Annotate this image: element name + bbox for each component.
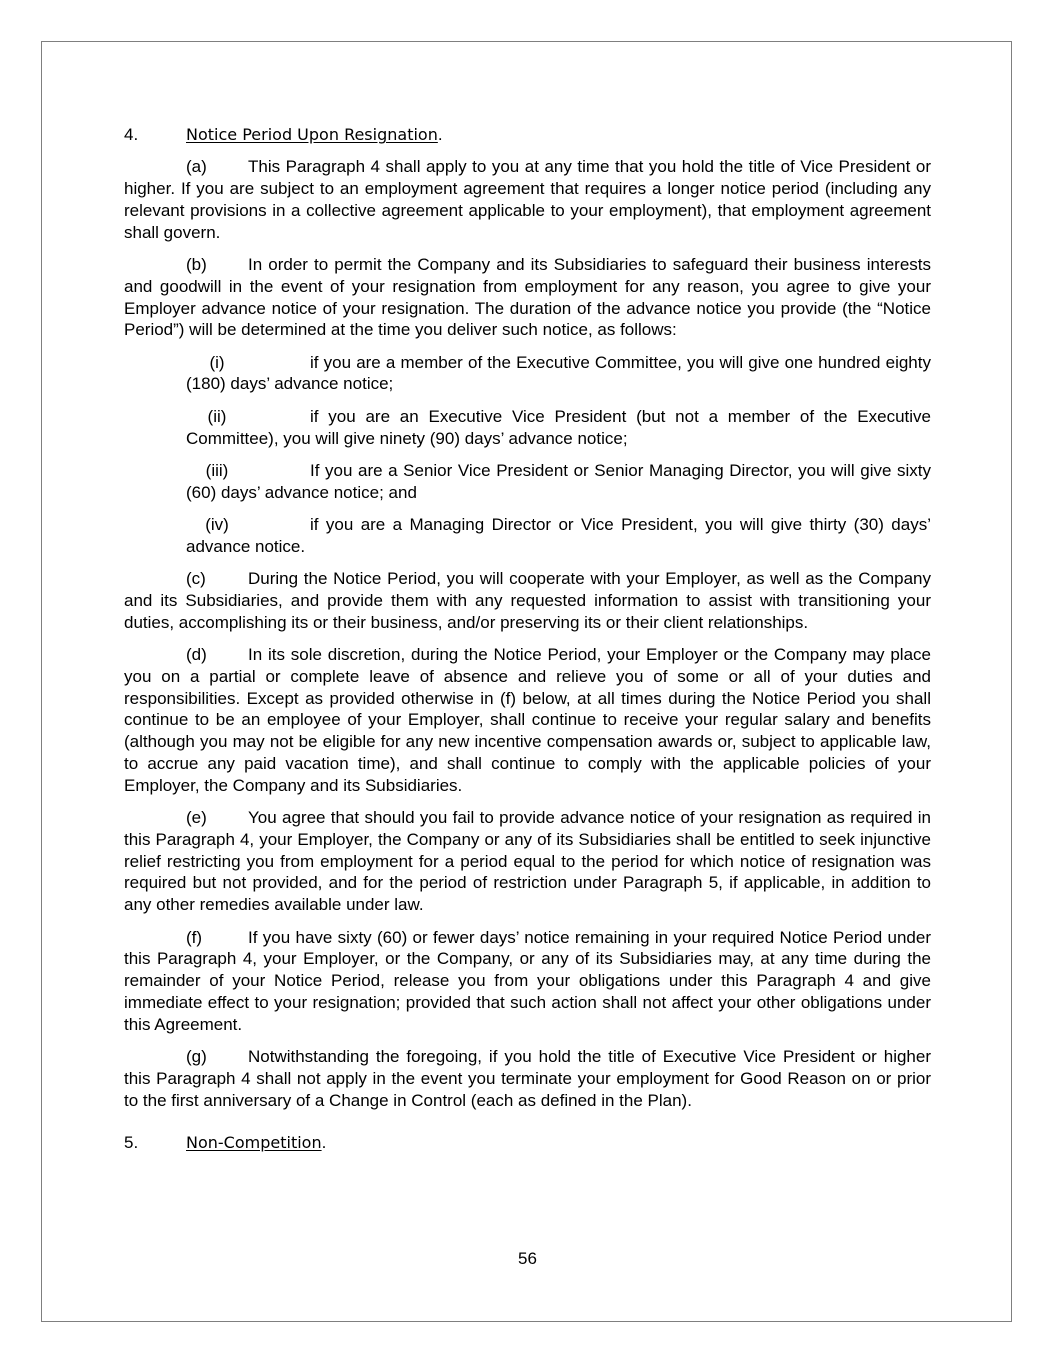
section-number: 5. [124,1133,139,1153]
paragraph-e [124,807,931,916]
subparagraph-text: if you are an Executive Vice President (but not a member of the Executive Committee), you will give ninety (90) days’ advance notice; [186,406,931,448]
subparagraph-iv [186,514,931,558]
paragraph-g [124,1046,931,1111]
section-title-period: . [437,125,443,144]
page-number: 56 [518,1249,537,1268]
paragraph-text: In its sole discretion, during the Notice Period, your Employer or the Company may place you on a partial or complete leave of absence and relieve you of some or all of your duties and responsibilities. Except as provided otherwise in (f) below, at all times during the Notice Period you shall continue to be an employee of your Employer, shall continue to receive your regular salary and benefits (although you may not be eligible for any new incentive compensation awards or, subject to applicable law, to accrue any paid vacation time), and shall continue to comply with the applicable policies of your Employer, the Company and its Subsidiaries. [124,644,931,795]
paragraph-label: (a) [186,157,207,177]
section-number: 4. [124,125,139,144]
paragraph-label: (e) [186,808,207,828]
subparagraph-i [186,352,931,396]
section-title: Non-Competition [186,1133,322,1153]
paragraph-label: (c) [186,569,206,589]
paragraph-text: During the Notice Period, you will cooperate with your Employer, as well as the Company and its Subsidiaries, and provide them with any requested information to assist with transitioning your duties, accomplishing its or their business, and/or preserving its or their client relationships. [124,569,931,632]
subparagraph-ii [186,406,931,450]
document-body [124,124,931,1165]
subparagraph-label: (i) [209,352,225,372]
subparagraph-label: (iii) [205,460,229,480]
paragraph-c [124,568,931,633]
subparagraph-text: if you are a Managing Director or Vice President, you will give thirty (30) days’ advance notice. [186,514,931,556]
subparagraph-label: (iv) [205,514,229,534]
section-5-heading [124,1132,931,1154]
paragraph-b [124,254,931,341]
paragraph-text: This Paragraph 4 shall apply to you at any time that you hold the title of Vice President or higher. If you are subject to an employment agreement that requires a longer notice period (including any relevant provisions in a collective agreement applicable to your employment), that employment agreement shall govern. [124,157,931,242]
section-title: Notice Period Upon Resignation [186,125,438,144]
paragraph-label: (d) [186,644,207,664]
paragraph-label: (b) [186,254,207,274]
paragraph-d [124,644,931,797]
subparagraph-text: if you are a member of the Executive Committee, you will give one hundred eighty (180) days’ advance notice; [186,352,931,394]
paragraph-a [124,156,931,243]
subparagraph-label: (ii) [207,406,227,426]
paragraph-text: If you have sixty (60) or fewer days’ notice remaining in your required Notice Period under this Paragraph 4, your Employer, or the Company, or any of its Subsidiaries may, at any time during the remainder of your Notice Period, release you from your obligations under this Paragraph 4 and give immediate effect to your resignation; provided that such action shall not affect your other obligations under this Agreement. [124,927,931,1034]
paragraph-text: In order to permit the Company and its Subsidiaries to safeguard their business interests and goodwill in the event of your resignation from employment for any reason, you agree to give your Employer advance notice of your resignation. The duration of the advance notice you provide (the “Notice Period”) will be determined at the time you deliver such notice, as follows: [124,254,931,340]
paragraph-label: (f) [186,927,203,947]
paragraph-f [124,927,931,1036]
section-4-heading [124,124,931,146]
paragraph-label: (g) [186,1046,207,1066]
paragraph-text: You agree that should you fail to provide advance notice of your resignation as required in this Paragraph 4, your Employer, the Company or any of its Subsidiaries shall be entitled to seek injunctive relief restricting you from employment for a period equal to the period for which notice of resignation was required but not provided, and for the period of restriction under Paragraph 5, if applicable, in addition to any other remedies available under law. [124,808,931,915]
section-title-period: . [321,1133,327,1153]
subparagraph-text: If you are a Senior Vice President or Senior Managing Director, you will give sixty (60) days’ advance notice; and [186,460,931,502]
subparagraph-iii [186,460,931,504]
paragraph-text: Notwithstanding the foregoing, if you hold the title of Executive Vice President or higher this Paragraph 4 shall not apply in the event you terminate your employment for Good Reason on or prior to the first anniversary of a Change in Control (each as defined in the Plan). [124,1046,931,1110]
